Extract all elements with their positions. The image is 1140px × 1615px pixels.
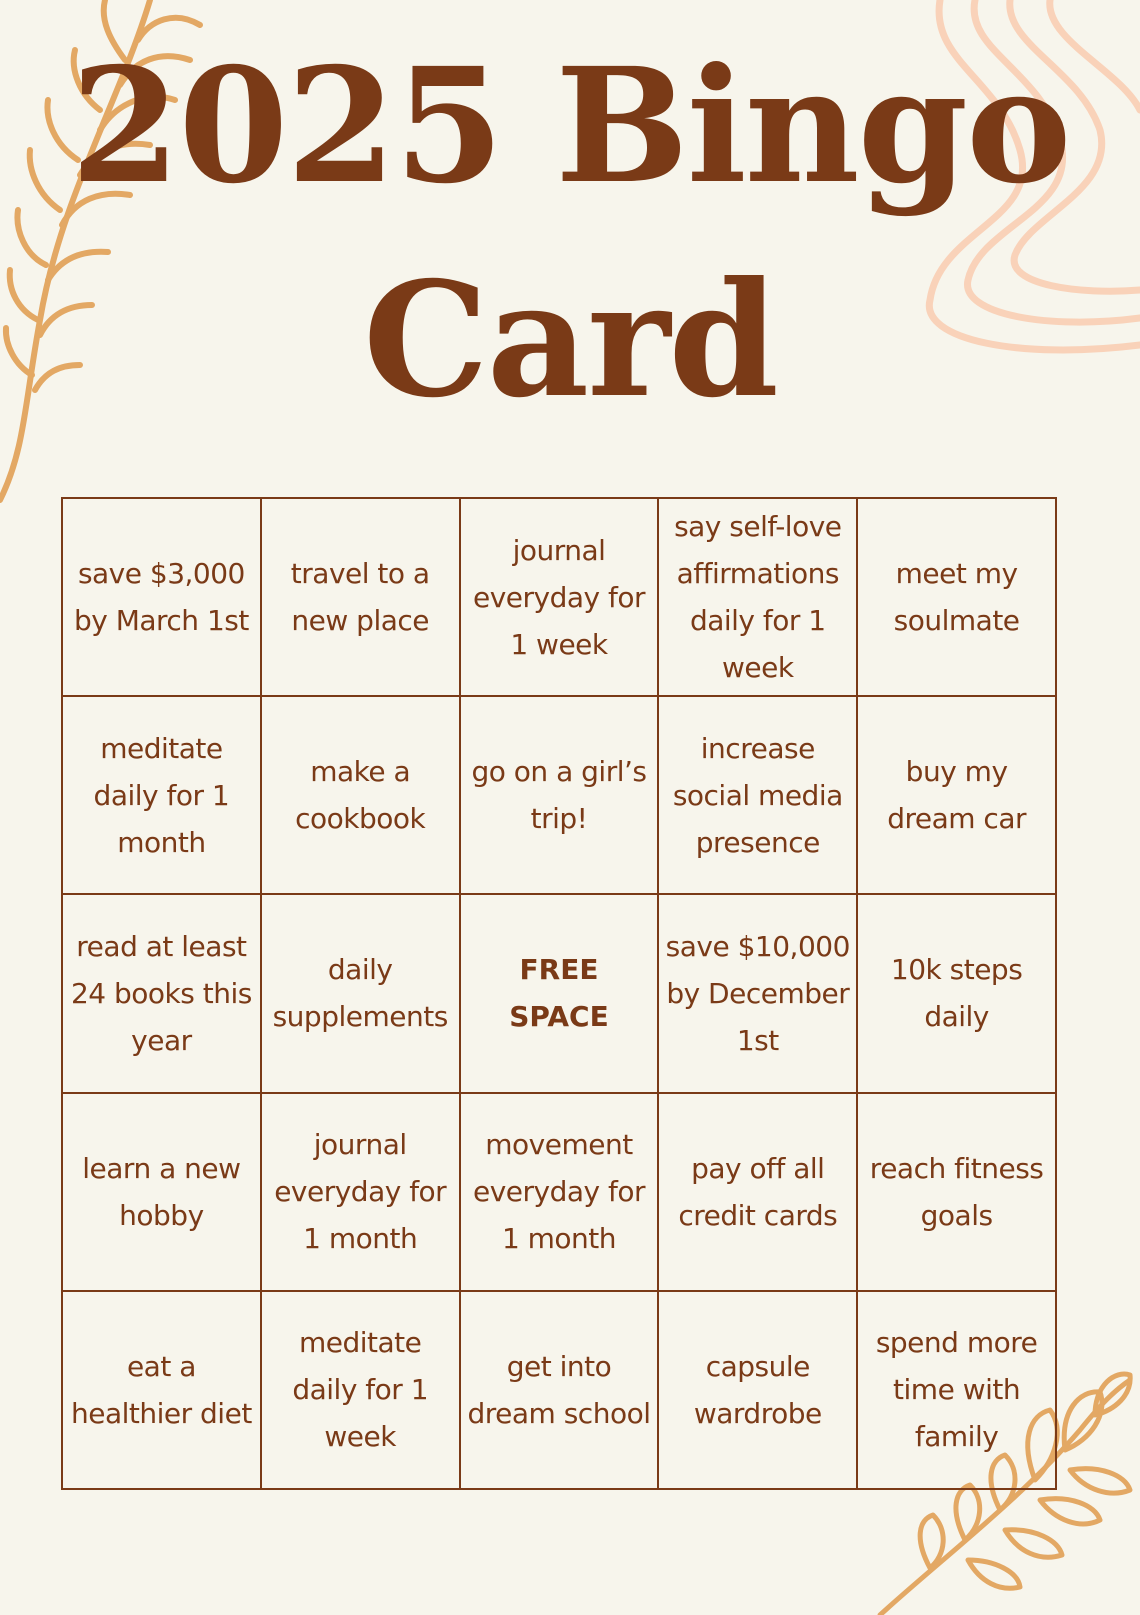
bingo-cell-text: go on a girl’s trip! [471, 755, 647, 836]
free-space-text: FREE SPACE [509, 953, 609, 1034]
bingo-cell-text: journal everyday for 1 month [274, 1128, 447, 1256]
bingo-cell[interactable] [858, 499, 1057, 697]
bingo-cell[interactable] [659, 1292, 858, 1490]
bingo-cell-text: movement everyday for 1 month [472, 1128, 645, 1256]
bingo-cell[interactable] [63, 499, 262, 697]
bingo-cell[interactable] [858, 697, 1057, 895]
bingo-cell[interactable] [659, 895, 858, 1093]
bingo-cell-text: get into dream school [467, 1349, 651, 1430]
bingo-grid [61, 497, 1057, 1490]
bingo-cell-text: travel to a new place [290, 557, 430, 638]
bingo-cell-text: meet my soulmate [893, 557, 1020, 638]
free-space-cell[interactable] [461, 895, 660, 1093]
bingo-cell-text: make a cookbook [295, 755, 426, 836]
bingo-cell-text: pay off all credit cards [678, 1151, 838, 1232]
bingo-cell[interactable] [262, 1292, 461, 1490]
bingo-cell[interactable] [659, 697, 858, 895]
bingo-cell[interactable] [858, 1094, 1057, 1292]
bingo-cell[interactable] [858, 1292, 1057, 1490]
bingo-cell[interactable] [461, 499, 660, 697]
bingo-cell-text: meditate daily for 1 week [292, 1326, 429, 1454]
bingo-cell[interactable] [461, 1094, 660, 1292]
bingo-cell-text: save $3,000 by March 1st [73, 557, 249, 638]
bingo-cell-text: 10k steps daily [890, 953, 1023, 1034]
bingo-cell-text: read at least 24 books this year [70, 929, 252, 1057]
bingo-cell[interactable] [63, 895, 262, 1093]
bingo-cell-text: capsule wardrobe [693, 1349, 822, 1430]
bingo-cell[interactable] [659, 499, 858, 697]
bingo-cell-text: reach fitness goals [869, 1151, 1044, 1232]
bingo-cell[interactable] [262, 697, 461, 895]
bingo-cell[interactable] [63, 1094, 262, 1292]
bingo-cell-text: say self-love affirmations daily for 1 week [674, 510, 842, 685]
bingo-cell-text: daily supplements [272, 953, 448, 1034]
title-line-2: Card [363, 248, 777, 433]
bingo-cell[interactable] [63, 697, 262, 895]
bingo-cell[interactable] [262, 499, 461, 697]
bingo-cell[interactable] [461, 1292, 660, 1490]
bingo-cell-text: spend more time with family [875, 1326, 1038, 1454]
bingo-cell[interactable] [262, 895, 461, 1093]
bingo-cell-text: learn a new hobby [82, 1151, 241, 1232]
title-line-1: 2025 Bingo [70, 34, 1070, 219]
bingo-cell-text: eat a healthier diet [70, 1349, 252, 1430]
bingo-cell-text: save $10,000 by December 1st [665, 929, 850, 1057]
bingo-cell-text: increase social media presence [672, 731, 843, 859]
bingo-cell-text: meditate daily for 1 month [93, 731, 230, 859]
bingo-cell[interactable] [659, 1094, 858, 1292]
bingo-cell[interactable] [461, 697, 660, 895]
bingo-cell-text: journal everyday for 1 week [472, 533, 645, 661]
bingo-cell-text: buy my dream car [887, 755, 1026, 836]
bingo-cell[interactable] [858, 895, 1057, 1093]
bingo-cell[interactable] [262, 1094, 461, 1292]
bingo-cell[interactable] [63, 1292, 262, 1490]
